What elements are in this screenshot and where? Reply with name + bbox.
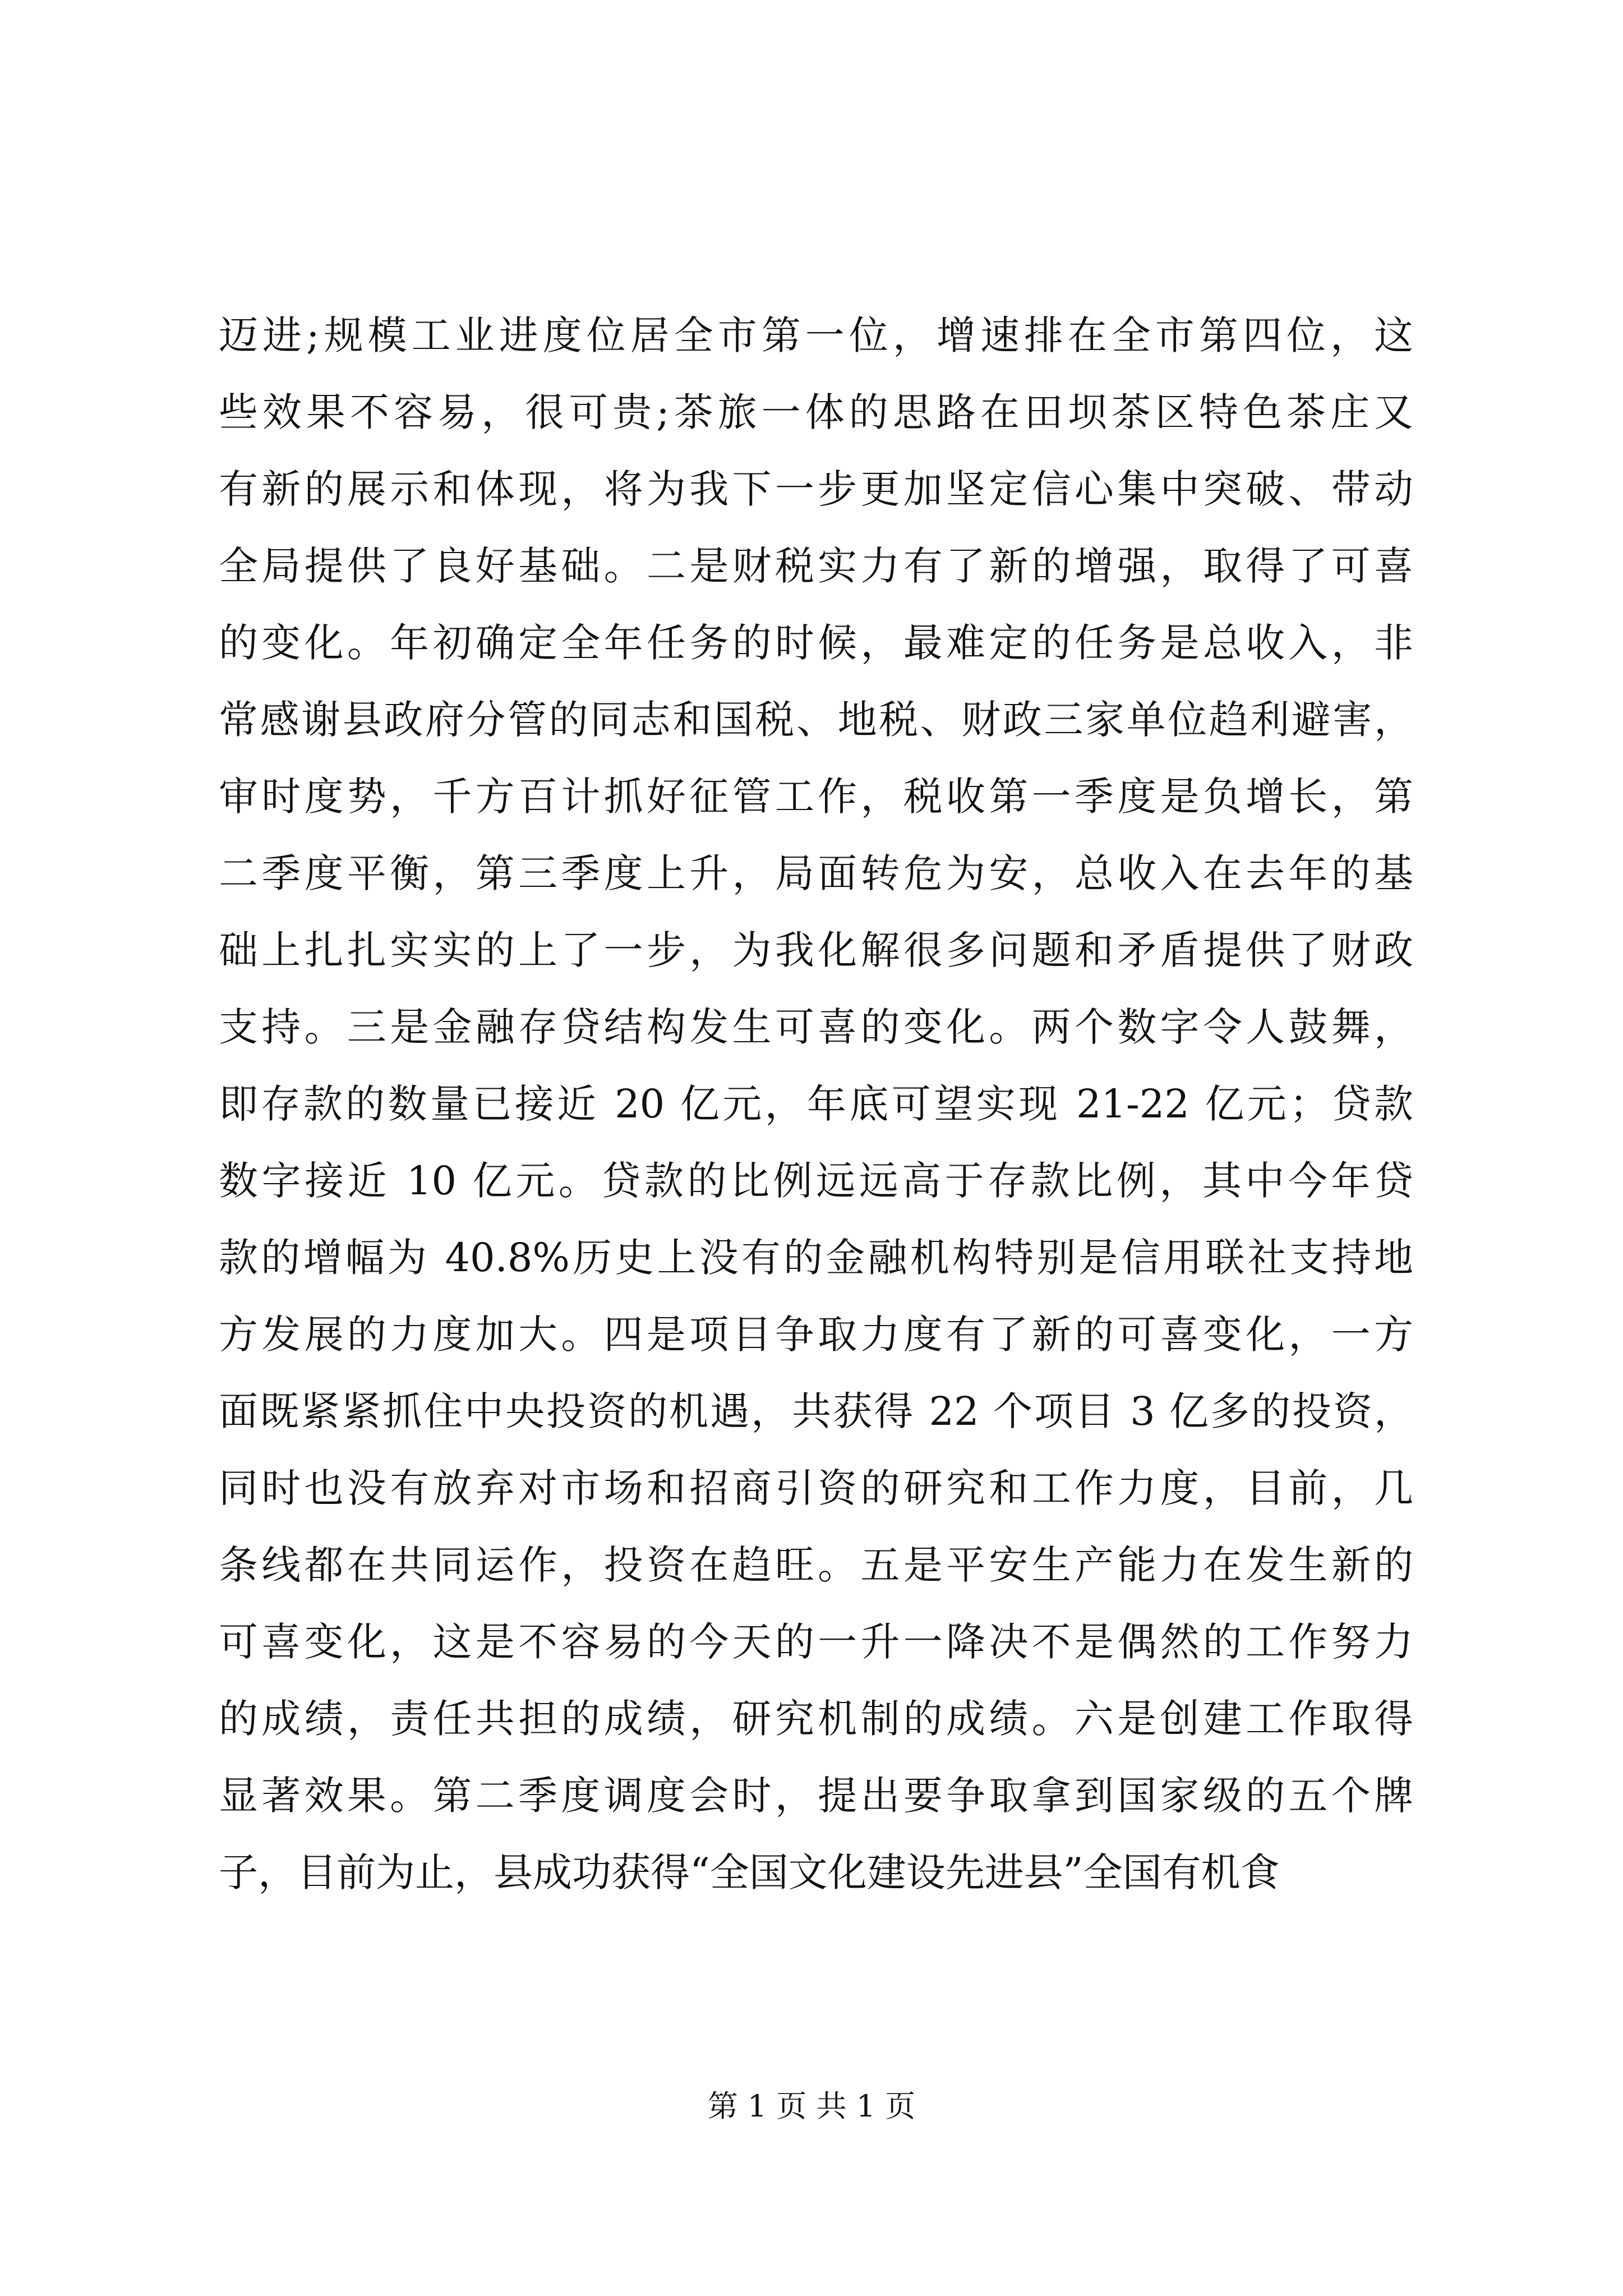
- text-line: 全局提供了良好基础。二是财税实力有了新的增强，取得了可喜: [219, 543, 1413, 589]
- text-line: 常感谢县政府分管的同志和国税、地税、财政三家单位趋利避害，: [219, 697, 1413, 743]
- text-line: 二季度平衡，第三季度上升，局面转危为安，总收入在去年的基: [219, 850, 1413, 896]
- text-line: 迈进;规模工业进度位居全市第一位，增速排在全市第四位，这: [219, 312, 1413, 358]
- text-line: 方发展的力度加大。四是项目争取力度有了新的可喜变化，一方: [219, 1312, 1413, 1358]
- text-line: 础上扎扎实实的上了一步，为我化解很多问题和矛盾提供了财政: [219, 927, 1413, 973]
- text-line: 些效果不容易，很可贵;茶旅一体的思路在田坝茶区特色茶庄又: [219, 389, 1413, 435]
- page-footer: [0, 2087, 1623, 2126]
- text-line: 支持。三是金融存贷结构发生可喜的变化。两个数字令人鼓舞，: [219, 1004, 1413, 1050]
- text-line: 有新的展示和体现，将为我下一步更加坚定信心集中突破、带动: [219, 466, 1413, 512]
- text-line: 面既紧紧抓住中央投资的机遇，共获得 22 个项目 3 亿多的投资，: [219, 1388, 1413, 1434]
- text-line: 款的增幅为 40.8%历史上没有的金融机构特别是信用联社支持地: [219, 1235, 1413, 1281]
- body-text: [219, 297, 1413, 1911]
- page-number-label: 第 1 页 共 1 页: [707, 2088, 916, 2124]
- text-line: 显著效果。第二季度调度会时，提出要争取拿到国家级的五个牌: [219, 1773, 1413, 1819]
- text-line: 的变化。年初确定全年任务的时候，最难定的任务是总收入，非: [219, 620, 1413, 666]
- text-line: 即存款的数量已接近 20 亿元，年底可望实现 21-22 亿元；贷款: [219, 1081, 1413, 1127]
- text-line: 数字接近 10 亿元。贷款的比例远远高于存款比例，其中今年贷: [219, 1158, 1413, 1204]
- text-line: 同时也没有放弃对市场和招商引资的研究和工作力度，目前，几: [219, 1465, 1413, 1511]
- text-line: 的成绩，责任共担的成绩，研究机制的成绩。六是创建工作取得: [219, 1696, 1413, 1742]
- text-line: 条线都在共同运作，投资在趋旺。五是平安生产能力在发生新的: [219, 1542, 1413, 1588]
- text-line: 审时度势，千方百计抓好征管工作，税收第一季度是负增长，第: [219, 774, 1413, 820]
- text-line: 可喜变化，这是不容易的今天的一升一降决不是偶然的工作努力: [219, 1619, 1413, 1665]
- text-line: 子，目前为止，县成功获得“全国文化建设先进县”全国有机食: [219, 1849, 1280, 1895]
